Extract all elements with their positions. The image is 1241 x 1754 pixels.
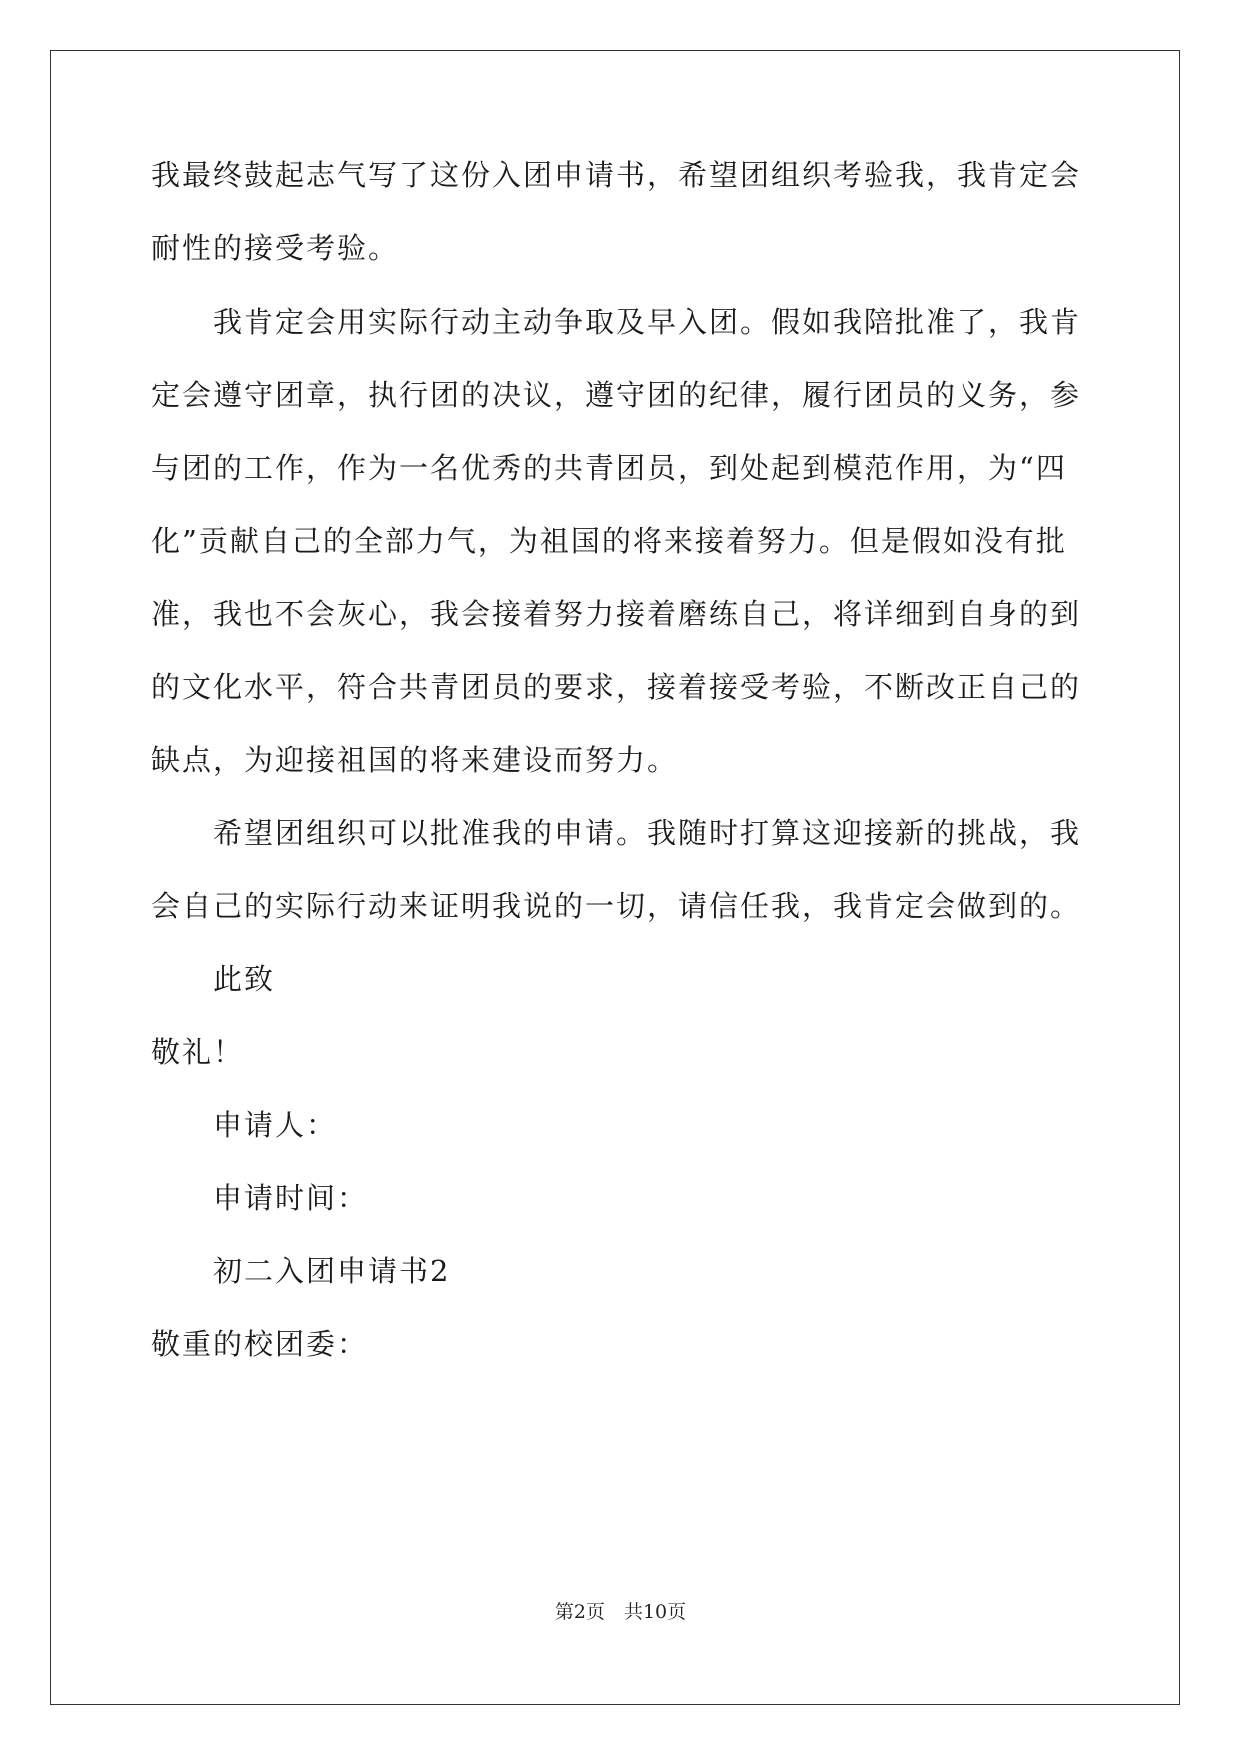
paragraph-line: 化”贡献自己的全部力气，为祖国的将来接着努力。但是假如没有批 <box>151 524 1067 558</box>
applicant-label: 申请人： <box>213 1108 338 1142</box>
paragraph-line: 与团的工作，作为一名优秀的共青团员，到处起到模范作用，为“四 <box>151 451 1067 485</box>
paragraph-line: 缺点，为迎接祖国的将来建设而努力。 <box>151 743 679 777</box>
paragraph-line: 定会遵守团章，执行团的决议，遵守团的纪律，履行团员的义务，参 <box>151 378 1082 412</box>
paragraph-line: 希望团组织可以批准我的申请。我随时打算这迎接新的挑战，我 <box>213 816 1082 850</box>
closing-salutation: 此致 <box>213 962 276 996</box>
paragraph-line: 的文化水平，符合共青团员的要求，接着接受考验，不断改正自己的 <box>151 670 1082 704</box>
paragraph-line: 会自己的实际行动来证明我说的一切，请信任我，我肯定会做到的。 <box>151 889 1082 923</box>
closing-regards: 敬礼！ <box>151 1035 245 1069</box>
paragraph-line: 我最终鼓起志气写了这份入团申请书，希望团组织考验我，我肯定会 <box>151 158 1082 192</box>
application-date-label: 申请时间： <box>213 1181 369 1215</box>
page-border <box>50 50 1180 1705</box>
section-title: 初二入团申请书2 <box>213 1254 451 1288</box>
page-number: 第2页 共10页 <box>554 1601 687 1623</box>
paragraph-line: 耐性的接受考验。 <box>151 231 400 265</box>
paragraph-line: 我肯定会用实际行动主动争取及早入团。假如我陪批准了，我肯 <box>213 305 1082 339</box>
paragraph-line: 准，我也不会灰心，我会接着努力接着磨练自己，将详细到自身的到 <box>151 597 1082 631</box>
greeting: 敬重的校团委： <box>151 1327 369 1361</box>
